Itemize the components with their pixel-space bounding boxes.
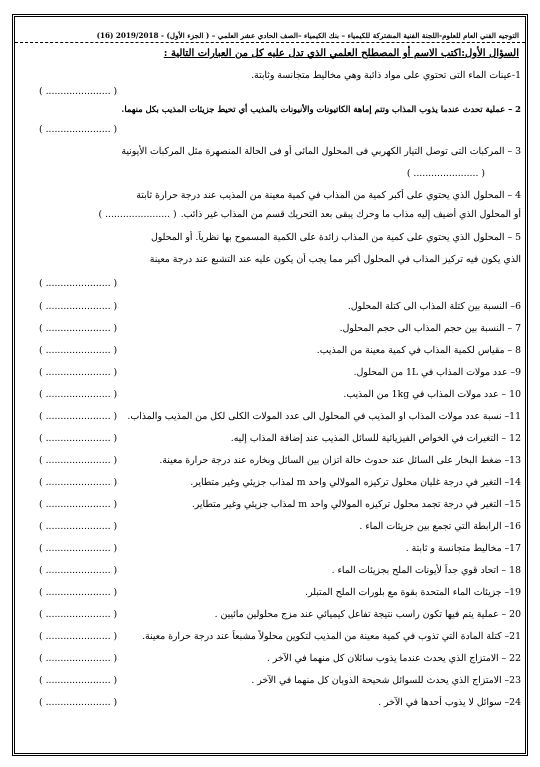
question-title: السؤال الأول:اكتب الاسم أو المصطلح العلمي الذي تدل عليه كل من العبارات التالية : <box>163 48 519 59</box>
item-8: 8 – مقياس لكمية المذاب في كمية معينة من المذيب. ( ...................... ) <box>39 345 521 356</box>
answer-blank-17[interactable]: ( ...................... ) <box>39 543 118 554</box>
item-5-cont: الذي يكون فيه تركيز المذاب في المحلول أكبر مما يجب أن يكون عليه عند التشبع عند درجة معينة <box>149 254 521 265</box>
item-17: 17– مخاليط متجانسة و ثابتة . ( ...................... ) <box>39 543 521 554</box>
answer-blank-4[interactable]: ( ...................... ) <box>98 209 177 220</box>
answer-blank-16[interactable]: ( ...................... ) <box>39 521 118 532</box>
answer-blank-15[interactable]: ( ...................... ) <box>39 499 118 510</box>
item-15: 15– التغير في درجة تجمد محلول تركيزه المولالي واحد m لمذاب جزيئي وغير متطاير. ( ...................... ) <box>39 499 521 510</box>
item-9: 9– عدد مولات المذاب في 1L من المحلول. ( ...................... ) <box>39 367 521 378</box>
item-13: 13– ضغط البخار على السائل عند حدوث حالة اتزان بين السائل وبخاره عند درجة حرارة معينة. ( ...................... ) <box>39 455 521 466</box>
item-16: 16– الرابطة التي تجمع بين جزيئات الماء . ( ...................... ) <box>39 521 521 532</box>
item-21: 21– كتلة المادة التي تذوب في كمية معينة من المذيب لتكوين محلولاً مشبعاً عند درجة حرارة معينة. ( ...................... ) <box>39 631 521 642</box>
answer-blank-2[interactable]: ( ...................... ) <box>39 124 118 135</box>
answer-blank-6[interactable]: ( ...................... ) <box>39 301 118 312</box>
answer-blank-24[interactable]: ( ...................... ) <box>39 697 118 708</box>
answer-blank-21[interactable]: ( ...................... ) <box>39 631 118 642</box>
item-1: 1-عينات الماء التى تحتوي على مواد ذائبة وهي مخاليط متجانسة وثابتة. <box>251 70 521 81</box>
item-18: 18 – اتحاد قوي جداً لأيونات الملح بجزيئات الماء . ( ...................... ) <box>39 565 521 576</box>
answer-blank-5[interactable]: ( ...................... ) <box>39 278 118 289</box>
item-6: 6– النسبة بين كتلة المذاب الى كتلة المحلول. ( ...................... ) <box>39 301 521 312</box>
answer-blank-11[interactable]: ( ...................... ) <box>39 411 118 422</box>
item-14: 14– التغير في درجة غليان محلول تركيزه المولالي واحد m لمذاب جزيئي وغير متطاير. ( ...................... ) <box>39 477 521 488</box>
answer-blank-12[interactable]: ( ...................... ) <box>39 433 118 444</box>
item-12: 12 – التغيرات في الخواص الفيزيائية للسائل المذيب عند إضافة المذاب إليه. ( ...................... ) <box>39 433 521 444</box>
item-19: 19– جزيئات الماء المتحدة بقوة مع بلورات الملح المتبلر. ( ...................... ) <box>39 587 521 598</box>
item-22: 22 – الامتزاج الذي يحدث عندما يذوب سائلان كل منهما في الآخر . ( ...................... ) <box>39 653 521 664</box>
answer-blank-20[interactable]: ( ...................... ) <box>39 609 118 620</box>
item-23: 23– الامتزاج الذي يحدث للسوائل شحيحة الذوبان كل منهما في الآخر . ( ...................... ) <box>39 675 521 686</box>
item-3: 3 – المركبات التى توصل التيار الكهربي فى المحلول المائى أو فى الحالة المنصهرة مثل المركبات الأيونية <box>121 146 521 157</box>
item-10: 10 – عدد مولات المذاب في 1kg من المذيب. ( ...................... ) <box>39 389 521 400</box>
item-4: 4 – المحلول الذي يحتوي على أكبر كمية من المذاب في كمية معينة من المذيب عند درجة حرارة ثابتة <box>136 190 521 201</box>
answer-blank-1[interactable]: ( ...................... ) <box>39 86 118 97</box>
answer-blank-8[interactable]: ( ...................... ) <box>39 345 118 356</box>
page-header: التوجيه الفني العام للعلوم-اللجنة الفنية المشتركة للكيمياء – بنك الكيمياء –الصف الحادي عشر العلمي – ( الجزء الأول) - 2019/2018 (16) <box>15 29 525 43</box>
answer-blank-14[interactable]: ( ...................... ) <box>39 477 118 488</box>
answer-blank-18[interactable]: ( ...................... ) <box>39 565 118 576</box>
item-2: 2 – عملية تحدث عندما يذوب المذاب وتتم إماهة الكاتيونات والأنيونات بالمذيب أي تحيط جزيئات المذيب بكل منهما. <box>121 104 521 114</box>
item-20: 20 – عملية يتم فيها تكون راسب نتيجة تفاعل كيميائي عند مزج محلولين مائيين . ( ...................... ) <box>39 609 521 620</box>
answer-blank-23[interactable]: ( ...................... ) <box>39 675 118 686</box>
item-7: 7 – النسبة بين حجم المذاب الى حجم المحلول. ( ...................... ) <box>39 323 521 334</box>
item-5: 5 – المحلول الذي يحتوي على كمية من المذاب زائدة على الكمية المسموح بها نظرياً. أو المحلول <box>150 232 521 243</box>
answer-blank-19[interactable]: ( ...................... ) <box>39 587 118 598</box>
answer-blank-7[interactable]: ( ...................... ) <box>39 323 118 334</box>
item-4-alt: أو المحلول الذي أضيف إليه مذاب ما وحرك يبقى بعد التحريك قسم من المذاب غير ذائب.( ...................... ) <box>98 209 521 220</box>
answer-blank-9[interactable]: ( ...................... ) <box>39 367 118 378</box>
answer-blank-3[interactable]: ( ...................... ) <box>406 168 485 179</box>
answer-blank-13[interactable]: ( ...................... ) <box>39 455 118 466</box>
item-11: 11– نسبة عدد مولات المذاب او المذيب في المحلول الى عدد المولات الكلى لكل من المذيب والمذاب. ( ...................... ) <box>39 411 521 422</box>
answer-blank-10[interactable]: ( ...................... ) <box>39 389 118 400</box>
answer-blank-22[interactable]: ( ...................... ) <box>39 653 118 664</box>
item-24: 24– سوائل لا يذوب أحدها في الآخر . ( ...................... ) <box>39 697 521 708</box>
worksheet-page <box>12 14 528 756</box>
